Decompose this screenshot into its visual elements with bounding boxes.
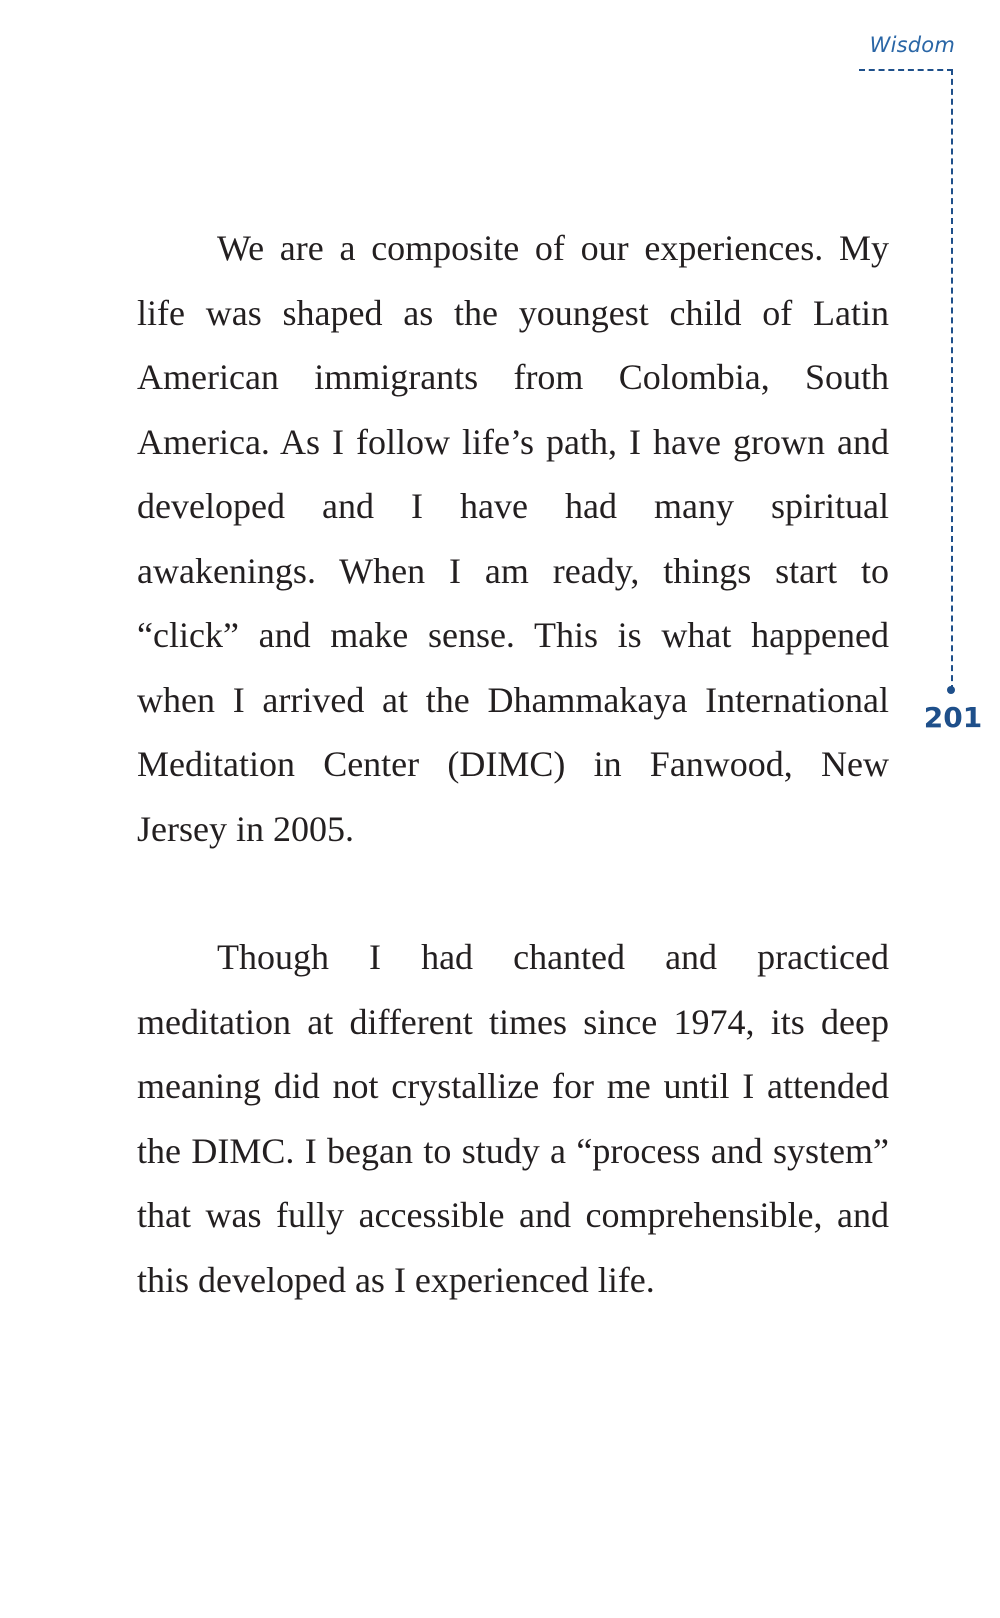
page-number: 201 xyxy=(923,701,983,734)
dashed-rule-horizontal xyxy=(859,69,953,71)
body-text xyxy=(137,216,889,1312)
dashed-rule-vertical xyxy=(951,69,953,691)
paragraph-2: Though I had chanted and practiced meditation at different times since 1974, its deep meaning did not crystallize for me until I attended the DIMC. I began to study a “process and system” that was fully accessible and comprehensible, and this developed as I experienced life. xyxy=(137,937,889,1300)
running-head: Wisdom xyxy=(869,33,955,57)
rule-end-dot xyxy=(947,686,955,694)
paragraph-1: We are a composite of our experiences. My life was shaped as the youngest child of Latin American immigrants from Colombia, South America. As I follow life’s path, I have grown and developed and I have had many spiritual awakenings. When I am ready, things start to “click” and make sense. This is what happened when I arrived at the Dhammakaya International Meditation Center (DIMC) in Fanwood, New Jersey in 2005. xyxy=(137,228,889,849)
